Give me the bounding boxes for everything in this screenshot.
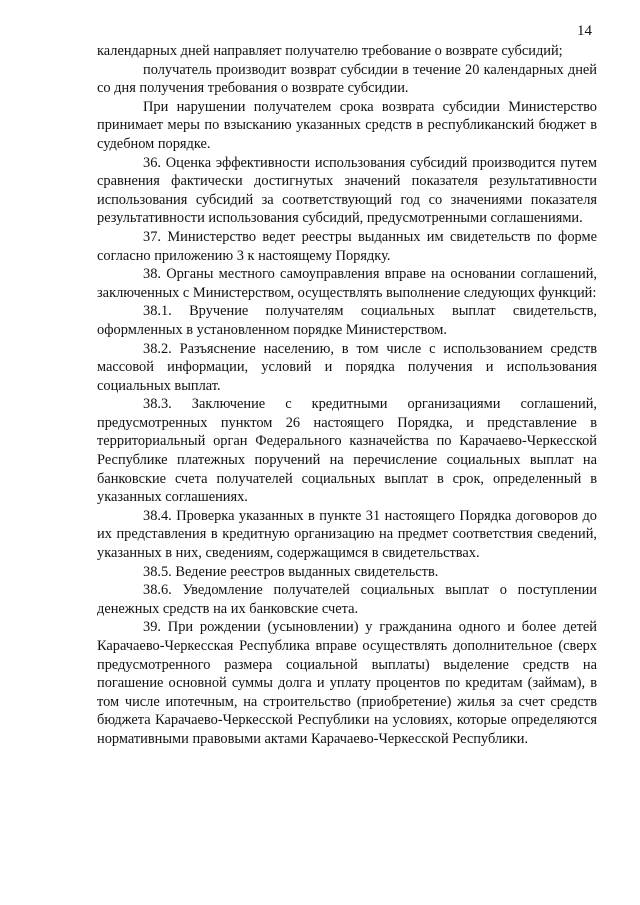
paragraph-38-1: 38.1. Вручение получателям социальных выплат свидетельств, оформленных в установленном порядке Министерством. — [97, 303, 597, 338]
paragraph-38-6: 38.6. Уведомление получателей социальных выплат о поступлении денежных средств на их банковские счета. — [97, 582, 597, 617]
paragraph-36: 36. Оценка эффективности использования субсидий производится путем сравнения фактически достигнутых значений показателя результативности использования субсидий за соответствующий год со значениями показателя результативности использования субсидий, предусмотренными соглашениями. — [97, 154, 597, 227]
paragraph-continuation: календарных дней направляет получателю требование о возврате субсидий; — [97, 43, 563, 59]
paragraph-refund-violation: При нарушении получателем срока возврата субсидии Министерство принимает меры по взысканию указанных средств в республиканский бюджет в судебном порядке. — [97, 98, 597, 152]
paragraph-38-2: 38.2. Разъяснение населению, в том числе с использованием средств массовой информации, условий и порядка получения и использования социальных выплат. — [97, 340, 597, 394]
paragraph-38-3: 38.3. Заключение с кредитными организациями соглашений, предусмотренных пунктом 26 настоящего Порядка, и представление в территориальный орган Федерального казначейства по Карачаево-Черкесской Республике платежных поручений на перечисление социальных выплат на банковские счета получателей социальных выплат в срок, определенный в указанных соглашениях. — [97, 396, 597, 506]
paragraph-38: 38. Органы местного самоуправления вправе на основании соглашений, заключенных с Министерством, осуществлять выполнение следующих функций: — [97, 266, 597, 301]
paragraph-refund-term: получатель производит возврат субсидии в течение 20 календарных дней со дня получения требования о возврате субсидии. — [97, 61, 597, 97]
paragraph-38-4: 38.4. Проверка указанных в пункте 31 настоящего Порядка договоров до их представления в кредитную организацию на предмет соответствия сведений, указанных в них, сведениям, содержащимся в свидетельствах. — [97, 507, 597, 562]
paragraph-39: 39. При рождении (усыновлении) у гражданина одного и более детей Карачаево-Черкесская Республика вправе осуществлять дополнительное (сверх предусмотренного размера социальной выплаты) выделение средств на погашение основной суммы долга и уплату процентов по кредитам (займам), в том числе ипотечным, на строительство (приобретение) жилья за счет средств бюджета Карачаево-Черкесской Республики на условиях, которые определяются нормативными правовыми актами Карачаево-Черкесской Республики. — [97, 619, 597, 747]
paragraph-38-5: 38.5. Ведение реестров выданных свидетельств. — [143, 563, 439, 580]
document-body — [97, 42, 597, 749]
paragraph-37: 37. Министерство ведет реестры выданных им свидетельств по форме согласно приложению 3 к настоящему Порядку. — [97, 228, 597, 264]
page-number: 14 — [577, 23, 592, 39]
